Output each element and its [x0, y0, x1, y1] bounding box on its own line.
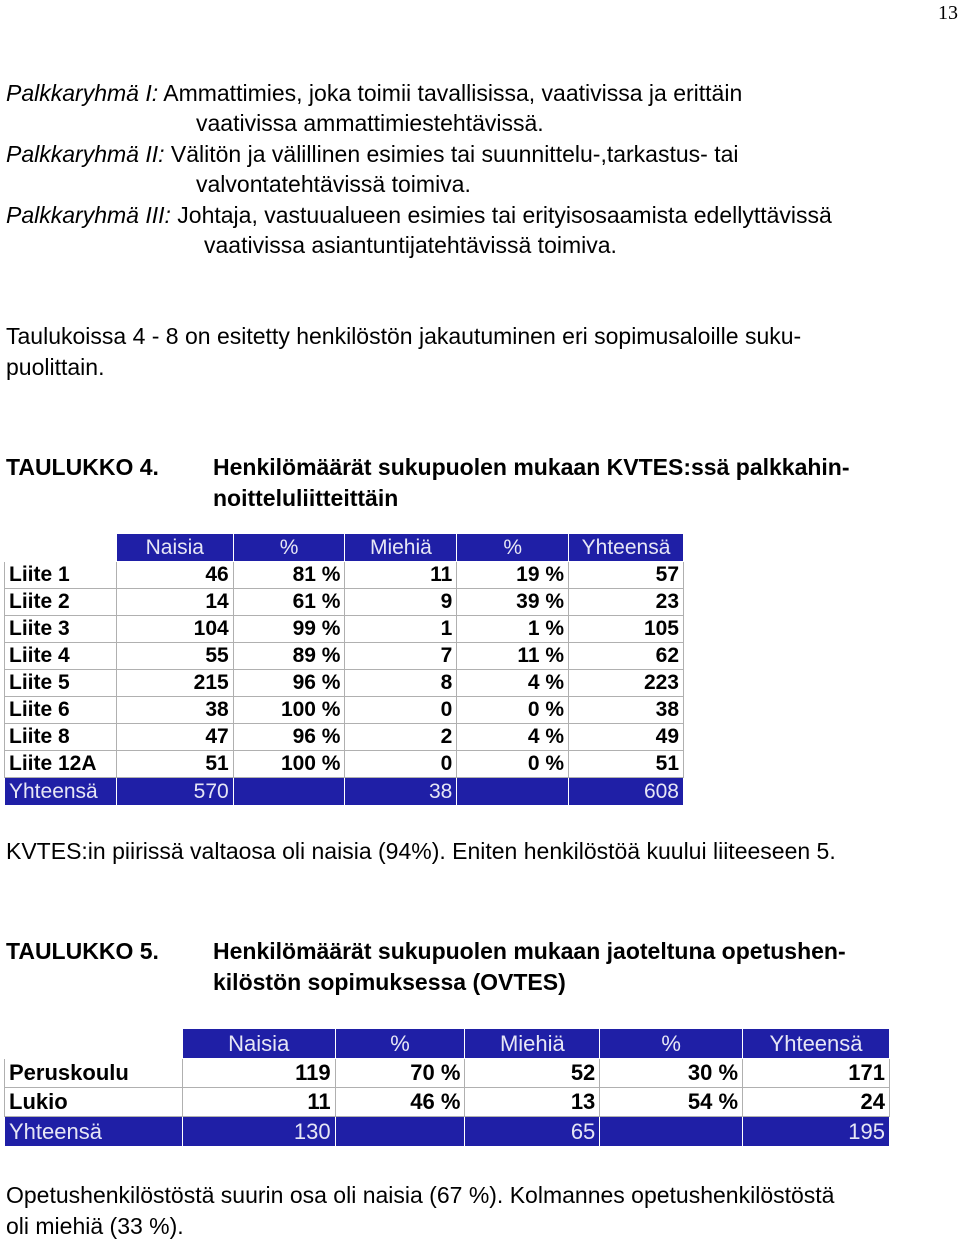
table5-title-line: Henkilömäärät sukupuolen mukaan jaoteltuna opetushen-	[213, 938, 846, 964]
table4-cell-naisia-pct: 100 %	[233, 697, 345, 724]
table4-header-yhteensa: Yhteensä	[569, 534, 684, 562]
table4-cell-naisia-pct: 81 %	[233, 562, 345, 589]
table4-cell-miehia-pct: 4 %	[457, 724, 569, 751]
table4-title-line: noitteluliitteittäin	[213, 485, 399, 511]
table4-total-yhteensa: 608	[569, 778, 684, 806]
table4-cell-miehia: 8	[345, 670, 457, 697]
table4-cell-naisia: 104	[116, 616, 233, 643]
intro-line: puolittain.	[6, 354, 105, 380]
table4-cell-miehia-pct: 11 %	[457, 643, 569, 670]
intro-paragraph	[6, 321, 801, 383]
table4-row	[5, 616, 684, 643]
definition-palkkaryhma-3	[6, 200, 832, 260]
table4-cell-yhteensa: 223	[569, 670, 684, 697]
table4-number: TAULUKKO 4.	[6, 454, 159, 480]
table5-header-naisia: Naisia	[182, 1029, 335, 1059]
table5-total-row	[5, 1117, 890, 1147]
page-number: 13	[938, 2, 958, 24]
definition-text-cont: vaativissa asiantuntijatehtävissä toimiva.	[204, 232, 617, 258]
intro-line: Taulukoissa 4 - 8 on esitetty henkilöstön jakautuminen eri sopimusaloille suku-	[6, 323, 802, 349]
table4-cell-miehia-pct: 19 %	[457, 562, 569, 589]
table4-cell-label: Liite 2	[5, 589, 117, 616]
table4-total-row	[5, 778, 684, 806]
table5-row	[5, 1059, 890, 1088]
table4-cell-yhteensa: 38	[569, 697, 684, 724]
table5-header-blank	[5, 1029, 183, 1059]
table4-cell-naisia-pct: 100 %	[233, 751, 345, 778]
table4-cell-label: Liite 12A	[5, 751, 117, 778]
table4-cell-miehia: 0	[345, 697, 457, 724]
table4-cell-label: Liite 5	[5, 670, 117, 697]
table5-total-label: Yhteensä	[5, 1117, 183, 1147]
table5-total-yhteensa: 195	[743, 1117, 890, 1147]
table5-cell-naisia: 11	[182, 1088, 335, 1117]
table4-cell-label: Liite 3	[5, 616, 117, 643]
table5-header-miehia-pct: %	[600, 1029, 743, 1059]
table5-cell-naisia: 119	[182, 1059, 335, 1088]
table4-header-row	[5, 534, 684, 562]
table5-header-yhteensa: Yhteensä	[743, 1029, 890, 1059]
table4-cell-miehia: 7	[345, 643, 457, 670]
table4-cell-miehia: 0	[345, 751, 457, 778]
table5-header-row	[5, 1029, 890, 1059]
table4-header-miehia-pct: %	[457, 534, 569, 562]
definition-text: Välitön ja välillinen esimies tai suunnittelu-,tarkastus- tai	[164, 141, 739, 167]
table4-cell-miehia: 1	[345, 616, 457, 643]
table5-cell-naisia-pct: 46 %	[335, 1088, 465, 1117]
definition-term: Palkkaryhmä III:	[6, 202, 171, 228]
table4-row	[5, 697, 684, 724]
table4-total-miehia: 38	[345, 778, 457, 806]
table4-cell-label: Liite 1	[5, 562, 117, 589]
table4-row	[5, 751, 684, 778]
table5-title-line: kilöstön sopimuksessa (OVTES)	[213, 969, 566, 995]
table4-cell-miehia: 2	[345, 724, 457, 751]
table4-cell-naisia: 38	[116, 697, 233, 724]
table4-cell-miehia-pct: 0 %	[457, 697, 569, 724]
table5-total-blank	[335, 1117, 465, 1147]
table5-number: TAULUKKO 5.	[6, 938, 159, 964]
table4-cell-label: Liite 6	[5, 697, 117, 724]
table5-total-naisia: 130	[182, 1117, 335, 1147]
table4-header-naisia: Naisia	[116, 534, 233, 562]
table4-cell-label: Liite 8	[5, 724, 117, 751]
table4-cell-yhteensa: 57	[569, 562, 684, 589]
table4-cell-naisia: 14	[116, 589, 233, 616]
table4-header-miehia: Miehiä	[345, 534, 457, 562]
table5	[4, 1028, 890, 1147]
definition-palkkaryhma-2	[6, 139, 739, 199]
table4-cell-miehia: 9	[345, 589, 457, 616]
table4-total-blank	[457, 778, 569, 806]
table4-cell-label: Liite 4	[5, 643, 117, 670]
table5-total-blank	[600, 1117, 743, 1147]
table5-cell-yhteensa: 24	[743, 1088, 890, 1117]
table4-total-naisia: 570	[116, 778, 233, 806]
table4-cell-miehia-pct: 0 %	[457, 751, 569, 778]
table4-cell-miehia-pct: 4 %	[457, 670, 569, 697]
definition-text-cont: vaativissa ammattimiestehtävissä.	[196, 110, 544, 136]
table5-note	[6, 1180, 834, 1242]
table4-cell-yhteensa: 51	[569, 751, 684, 778]
table4-total-label: Yhteensä	[5, 778, 117, 806]
table4-row	[5, 562, 684, 589]
definition-text: Johtaja, vastuualueen esimies tai erityisosaamista edellyttävissä	[170, 202, 832, 228]
table5-cell-naisia-pct: 70 %	[335, 1059, 465, 1088]
table5-note-line: Opetushenkilöstöstä suurin osa oli naisia (67 %). Kolmannes opetushenkilöstöstä	[6, 1182, 835, 1208]
table4-cell-naisia: 215	[116, 670, 233, 697]
table4-row	[5, 643, 684, 670]
definition-term: Palkkaryhmä II:	[6, 141, 165, 167]
table4-cell-naisia: 51	[116, 751, 233, 778]
definition-text-cont: valvontatehtävissä toimiva.	[196, 171, 471, 197]
table5-row	[5, 1088, 890, 1117]
table4-note: KVTES:in piirissä valtaosa oli naisia (94%). Eniten henkilöstöä kuului liiteeseen 5.	[6, 838, 836, 864]
table5-note-line: oli miehiä (33 %).	[6, 1213, 184, 1239]
table4-caption	[6, 452, 956, 516]
table4-cell-naisia-pct: 96 %	[233, 670, 345, 697]
definition-text: Ammattimies, joka toimii tavallisissa, vaativissa ja erittäin	[158, 80, 743, 106]
table4-header-naisia-pct: %	[233, 534, 345, 562]
table4-cell-naisia: 47	[116, 724, 233, 751]
table4-cell-naisia-pct: 99 %	[233, 616, 345, 643]
table5-header-miehia: Miehiä	[465, 1029, 600, 1059]
table5-cell-miehia: 13	[465, 1088, 600, 1117]
table4-title	[213, 452, 953, 514]
table4-title-line: Henkilömäärät sukupuolen mukaan KVTES:ssä palkkahin-	[213, 454, 850, 480]
table5-cell-label: Lukio	[5, 1088, 183, 1117]
table4-row	[5, 724, 684, 751]
table4-cell-yhteensa: 23	[569, 589, 684, 616]
table4-row	[5, 589, 684, 616]
definition-term: Palkkaryhmä I:	[6, 80, 159, 106]
table4-cell-naisia: 55	[116, 643, 233, 670]
table5-cell-yhteensa: 171	[743, 1059, 890, 1088]
table5-cell-label: Peruskoulu	[5, 1059, 183, 1088]
table5-cell-miehia-pct: 30 %	[600, 1059, 743, 1088]
table4-cell-naisia-pct: 61 %	[233, 589, 345, 616]
table4-row	[5, 670, 684, 697]
table4-cell-naisia-pct: 89 %	[233, 643, 345, 670]
table5-caption	[6, 936, 956, 1000]
table4-cell-yhteensa: 105	[569, 616, 684, 643]
table4-cell-miehia: 11	[345, 562, 457, 589]
table5-cell-miehia: 52	[465, 1059, 600, 1088]
table4	[4, 533, 684, 806]
table4-cell-naisia: 46	[116, 562, 233, 589]
table5-header-naisia-pct: %	[335, 1029, 465, 1059]
table4-cell-yhteensa: 49	[569, 724, 684, 751]
table5-total-miehia: 65	[465, 1117, 600, 1147]
table5-cell-miehia-pct: 54 %	[600, 1088, 743, 1117]
definition-palkkaryhma-1	[6, 78, 742, 138]
table4-cell-naisia-pct: 96 %	[233, 724, 345, 751]
table4-cell-miehia-pct: 1 %	[457, 616, 569, 643]
table4-cell-miehia-pct: 39 %	[457, 589, 569, 616]
table4-header-blank	[5, 534, 117, 562]
table4-total-blank	[233, 778, 345, 806]
table5-title	[213, 936, 953, 998]
table4-cell-yhteensa: 62	[569, 643, 684, 670]
